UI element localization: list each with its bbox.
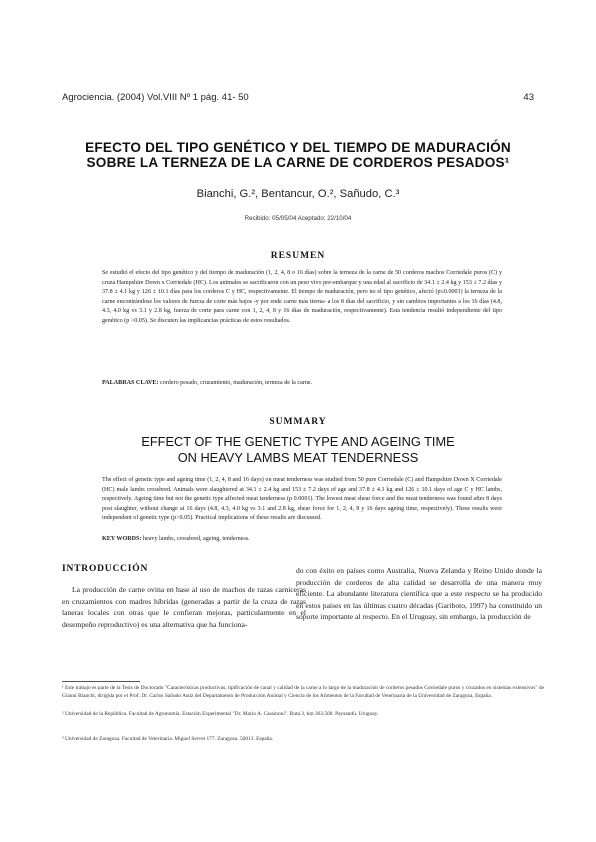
authors: Bianchi, G.², Bentancur, O.², Sañudo, C.³ xyxy=(196,188,400,200)
footnote-3: ³ Universidad de Zaragoza. Facultad de Veterinaria. Miguel Servet 177. Zaragoza. 50013. España. xyxy=(62,736,274,742)
journal-header: Agrociencia. (2004) Vol.VIII Nº 1 pág. 41- 50 xyxy=(62,92,249,103)
page-number: 43 xyxy=(523,92,534,103)
footnote-2: ² Universidad de la República. Facultad de Agronomía. Estación Experimental "Dr. Mario A. Cassinoni". Ruta 3, km 363.500. Paysandú. Uruguay. xyxy=(62,711,379,717)
introduccion-left-column: La producción de carne ovina en base al uso de machos de razas carniceras en cruzamientos con madres híbridas (generadas a partir de la cruza de razas laneras locales con otras que le confieran mejoras, particularmente en el desempeño reproductivo) es una alternativa que ha funciona- xyxy=(62,585,306,629)
key-words xyxy=(102,536,502,542)
palabras-clave xyxy=(102,380,502,386)
palabras-clave-text: cordero pesado, cruzamiento, maduración, terneza de la carne. xyxy=(158,380,313,386)
key-words-text: heavy lambs, crossbred, ageing, tenderness. xyxy=(141,536,250,542)
english-title-line-1: EFFECT OF THE GENETIC TYPE AND AGEING TIME xyxy=(141,434,455,449)
english-title-line-2: ON HEAVY LAMBS MEAT TENDERNESS xyxy=(177,450,419,465)
summary-body: The effect of genetic type and ageing time (1, 2, 4, 8 and 16 days) on meat tenderness was studied from 50 pure Corriedale (C) and Hampshire Down X Corriedale (HC) male lambs crossbred. Animals were slaughtered at 34.1 ± 2.4 kg and 153 ± 7.2 days of age and 37.8 ± 4.1 kg and 126 ± 10.1 days of age C y HC lambs, respectively. Ageing time but not the genetic type affected meat tenderness (p 0.0001). The lowest meat shear force and the meat tenderness was found after 8 days post slaughter, without change at 16 days (4.8, 4.3, 4.0 kg vs 3.1 and 2.8 kg, shear force for 1, 2, 4, 8 y 16 days ageing time, respectively). These results were independent of genetic type (p>0.05). Practical implications of these results are discussed. xyxy=(102,477,502,522)
paper-title-line-1: EFECTO DEL TIPO GENÉTICO Y DEL TIEMPO DE MADURACIÓN xyxy=(85,140,511,155)
received-accepted-dates: Recibido: 05/05/04 Aceptado: 22/10/04 xyxy=(244,215,352,222)
palabras-clave-label: PALABRAS CLAVE: xyxy=(102,380,159,386)
key-words-label: KEY WORDS: xyxy=(102,536,142,542)
paper-title-line-2: SOBRE LA TERNEZA DE LA CARNE DE CORDEROS PESADOS¹ xyxy=(86,155,510,170)
resumen-body: Se estudió el efecto del tipo genético y del tiempo de maduración (1, 2, 4, 8 o 16 días) sobre la terneza de la carne de 50 corderos machos Corriedale puros (C) y cruza Hampshire Down x Corriedale (HC). Los animales se sacrificaron con un peso vivo pre-embarque y una edad al sacrificio de 34.1 ± 2.4 kg y 153 ± 7.2 días y 37.8 ± 4.1 kg y 126 ± 10.1 días para los corderos C y HC, respectivamente. El tiempo de maduración, pero no el tipo genético, afectó (p≤0.0001) la terneza de la carne encontrándose los valores de fuerza de corte más bajos -y por ende carne más tierna- a los 8 días del sacrificio, y sin cambios importantes a los 16 días (4.8, 4.3, 4.0 kg vs 3.1 y 2.8 kg, fuerza de corte para carne con 1, 2, 4, 8 y 16 días de maduración, respectivamente). Esta tendencia resultó independiente del tipo genético (p >0.05). Se discuten las implicancias prácticas de estos resultados. xyxy=(102,270,502,324)
resumen-heading: RESUMEN xyxy=(270,251,326,261)
summary-heading: SUMMARY xyxy=(269,417,327,427)
footnote-rule xyxy=(62,681,140,682)
footnote-1: ¹ Este trabajo es parte de la Tesis de Doctorado "Características productivas, tipificación de canal y calidad de la carne a lo largo de la maduración de corderos pesados Corriedale puros y cruzados en sistemas extensivos" de Gianni Bianchi, dirigida por el Prof. Dr. Carlos Sañudo Astiz del Departamento de Producción Animal y Ciencia de los Alimentos de la Facultad de Veterinaria de la Universidad de Zaragoza, España. xyxy=(62,685,544,699)
introduccion-heading: INTRODUCCIÓN xyxy=(62,564,149,574)
introduccion-right-column: do con éxito en países como Australia, Nueva Zelanda y Reino Unido donde la producción de corderos de alta calidad se desarrolla de una manera muy eficiente. La abundante literatura científica que a este respecto se ha producido en estos países en las últimas cuatro décadas (Gariboto, 1997) ha constituido un soporte importante al respecto. En el Uruguay, sin embargo, la producción de xyxy=(296,566,542,621)
